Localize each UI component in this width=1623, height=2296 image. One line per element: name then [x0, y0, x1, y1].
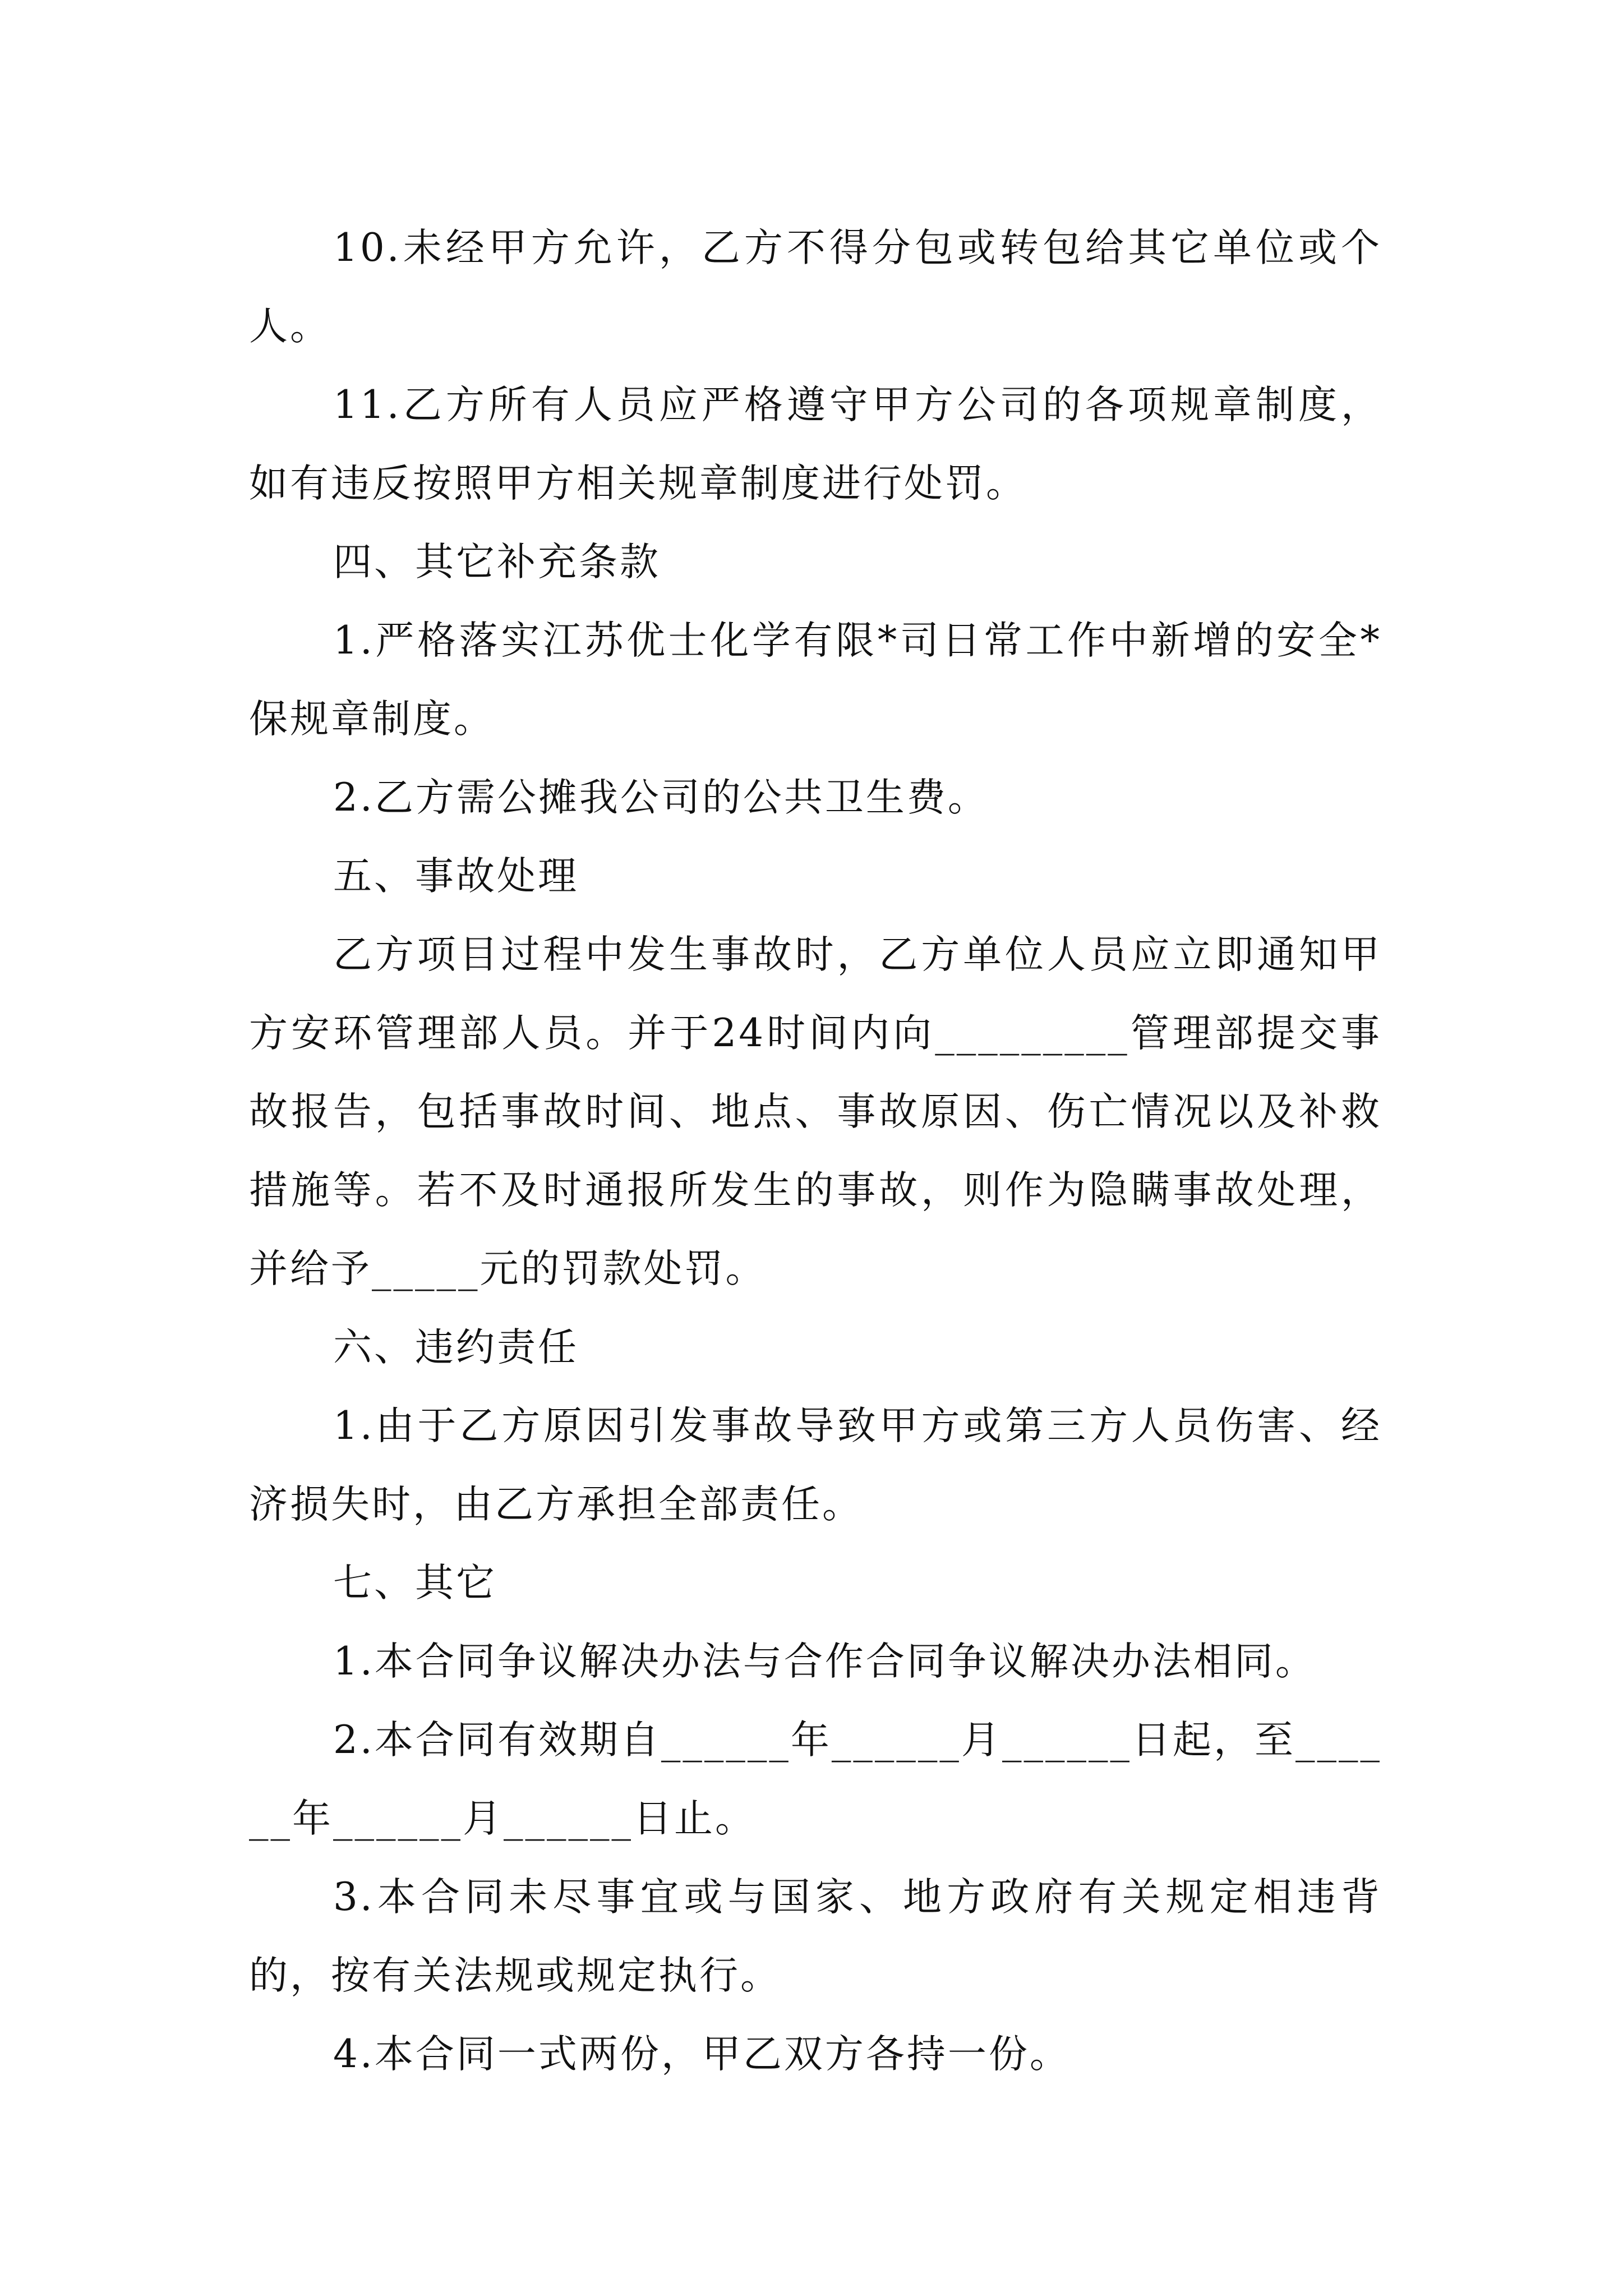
- accident-handling-text: 乙方项目过程中发生事故时，乙方单位人员应立即通知甲方安环管理部人员。并于24时间内向_________管理部提交事故报告，包括事故时间、地点、事故原因、伤亡情况以及补救措施等。若不及时通报所发生的事故，则作为隐瞒事故处理，并给予_____元的罚款处罚。: [249, 932, 1382, 1291]
- document-body: [249, 209, 1382, 2093]
- other-clause-3: 3.本合同未尽事宜或与国家、地方政府有关规定相违背的，按有关法规或规定执行。: [249, 1875, 1382, 1998]
- clause-10-subcontracting: 10.未经甲方允许，乙方不得分包或转包给其它单位或个人。: [249, 226, 1382, 349]
- section-heading-accident-handling: 五、事故处理: [333, 854, 579, 899]
- supplementary-clause-1: 1.严格落实江苏优士化学有限*司日常工作中新增的安全*保规章制度。: [249, 618, 1382, 742]
- section-heading-supplementary-terms: 四、其它补充条款: [333, 540, 661, 585]
- section-heading-other: 七、其它: [333, 1561, 497, 1605]
- supplementary-clause-2: 2.乙方需公摊我公司的公共卫生费。: [333, 775, 989, 820]
- section-heading-liability: 六、违约责任: [333, 1325, 579, 1370]
- clause-11-compliance: 11.乙方所有人员应严格遵守甲方公司的各项规章制度，如有违反按照甲方相关规章制度进行处罚。: [249, 383, 1382, 506]
- liability-clause-1: 1.由于乙方原因引发事故导致甲方或第三方人员伤害、经济损失时，由乙方承担全部责任。: [249, 1404, 1382, 1527]
- other-clause-4: 4.本合同一式两份，甲乙双方各持一份。: [333, 2032, 1071, 2077]
- other-clause-1: 1.本合同争议解决办法与合作合同争议解决办法相同。: [333, 1639, 1316, 1684]
- other-clause-2-validity: 2.本合同有效期自______年______月______日起，至______年______月______日止。: [249, 1718, 1382, 1841]
